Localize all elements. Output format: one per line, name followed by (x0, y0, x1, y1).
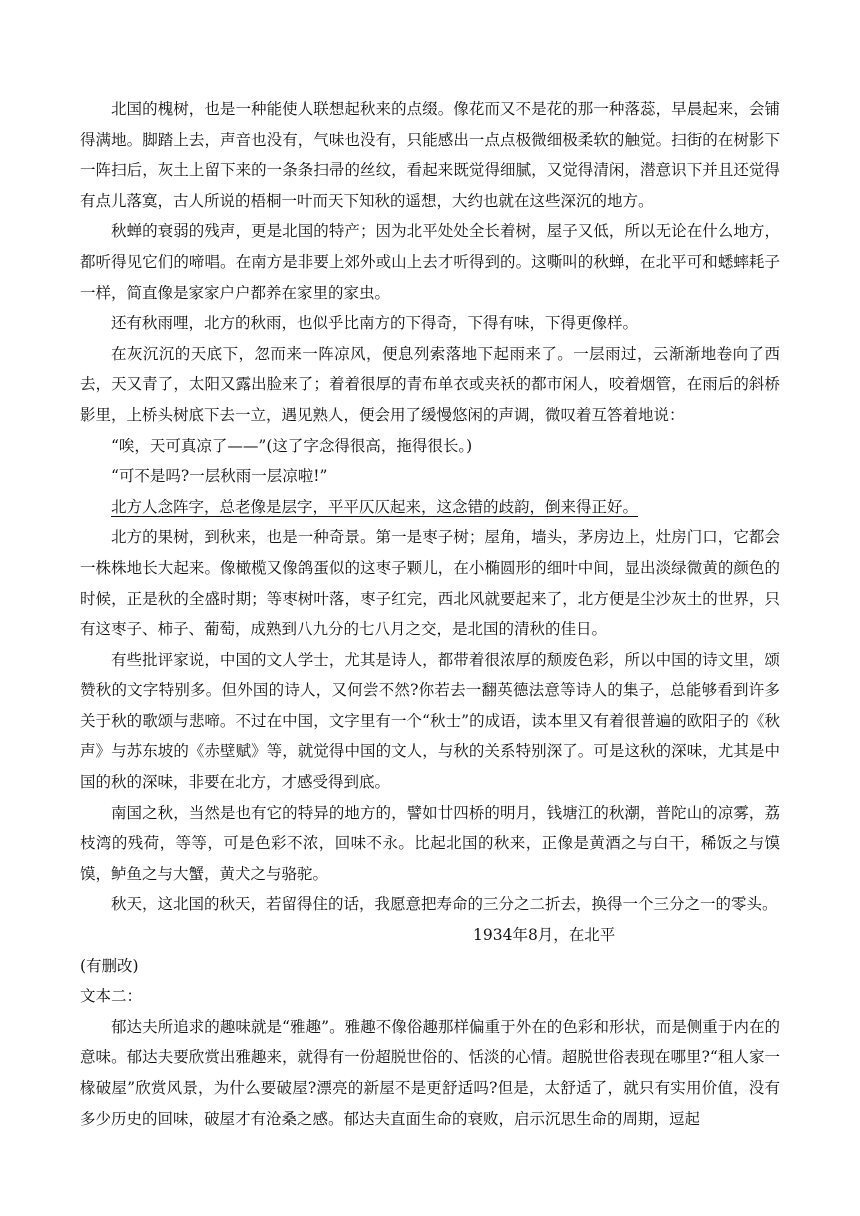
paragraph-locust-tree: 北国的槐树，也是一种能使人联想起秋来的点缀。像花而又不是花的那一种落蕊，早晨起来，会铺得满地。脚踏上去，声音也没有，气味也没有，只能感出一点点极微细极柔软的触觉。扫街的在树影下一阵扫后，灰土上留下来的一条条扫帚的丝纹，看起来既觉得细腻，又觉得清闲，潜意识下并且还觉得有点儿落寞，古人所说的梧桐一叶而天下知秋的遥想，大约也就在这些深沉的地方。 (80, 100, 780, 210)
dateline: 1934年8月，在北平 (473, 926, 616, 945)
paragraph-text-two: 郁达夫所追求的趣味就是“雅趣”。雅趣不像俗趣那样偏重于外在的色彩和形状，而是侧重于内在的意味。郁达夫要欣赏出雅趣来，就得有一份超脱世俗的、恬淡的心情。超脱世俗表现在哪里?“租人家一椽破屋”欣赏风景，为什么要破屋?漂亮的新屋不是更舒适吗?但是，太舒适了，就只有实用价值，没有多少历史的回味，破屋才有沧桑之感。郁达夫直面生命的衰败，启示沉思生命的周期，逗起 (80, 1017, 780, 1128)
underlined-sentence (80, 492, 780, 523)
dialogue-line-2: “可不是吗?一层秋雨一层凉啦!” (111, 467, 328, 486)
paragraph-critics: 有些批评家说，中国的文人学士，尤其是诗人，都带着很浓厚的颓废色彩，所以中国的诗文里，颂赞秋的文字特别多。但外国的诗人，又何尝不然?你若去一翻英德法意等诗人的集子，总能够看到许多关于秋的歌颂与悲啼。不过在中国，文字里有一个“秋士”的成语，读本里又有着很普遍的欧阳子的《秋声》与苏东坡的《赤壁赋》等，就觉得中国的文人，与秋的关系特别深了。可是这秋的深味，尤其是中国的秋的深味，非要在北方，才感受得到底。 (80, 650, 780, 792)
paragraph-southern-autumn: 南国之秋，当然是也有它的特异的地方的，譬如廿四桥的明月，钱塘江的秋潮，普陀山的凉雾，荔枝湾的残荷，等等，可是色彩不浓，回味不永。比起北国的秋来，正像是黄酒之与白干，稀饭之与馍馍，鲈鱼之与大蟹，黄犬之与骆驼。 (80, 803, 780, 883)
dialogue-line-1: “唉，天可真凉了——”(这了字念得很高，拖得很长。) (111, 436, 473, 455)
paragraph-conclusion: 秋天，这北国的秋天，若留得住的话，我愿意把寿命的三分之二折去，换得一个三分之一的零头。 (111, 895, 778, 914)
paragraph-fruit-trees: 北方的果树，到秋来，也是一种奇景。第一是枣子树；屋角，墙头，茅房边上，灶房门口，它都会一株株地长大起来。像橄榄又像鸽蛋似的这枣子颗儿，在小椭圆形的细叶中间，显出淡绿微黄的颜色的时候，正是秋的全盛时期；等枣树叶落，枣子红完，西北风就要起来了，北方便是尘沙灰土的世界，只有这枣子、柿子、葡萄，成熟到八九分的七八月之交，是北国的清秋的佳日。 (80, 528, 780, 639)
paragraph-rain-scene: 在灰沉沉的天底下，忽而来一阵凉风，便息列索落地下起雨来了。一层雨过，云渐渐地卷向了西去，天又青了，太阳又露出脸来了；着着很厚的青布单衣或夹袄的都市闲人，咬着烟管，在雨后的斜桥影里，上桥头树底下去一立，遇见熟人，便会用了缓慢悠闲的声调，微叹着互答着地说： (80, 344, 780, 424)
edit-note: (有删改) (80, 956, 139, 975)
text-two-heading: 文本二： (80, 987, 143, 1006)
paragraph-autumn-cicada: 秋蝉的衰弱的残声，更是北国的特产；因为北平处处全长着树，屋子又低，所以无论在什么地方，都听得见它们的啼唱。在南方是非要上郊外或山上去才听得到的。这嘶叫的秋蝉，在北平可和蟋蟀耗子一样，简直像是家家户户都养在家里的家虫。 (80, 222, 780, 302)
document-page (80, 94, 780, 1134)
underlined-text: 北方人念阵字，总老像是层字，平平仄仄起来，这念错的歧韵，倒来得正好。 (111, 497, 639, 516)
paragraph-autumn-rain: 还有秋雨哩，北方的秋雨，也似乎比南方的下得奇，下得有味，下得更像样。 (111, 314, 639, 333)
